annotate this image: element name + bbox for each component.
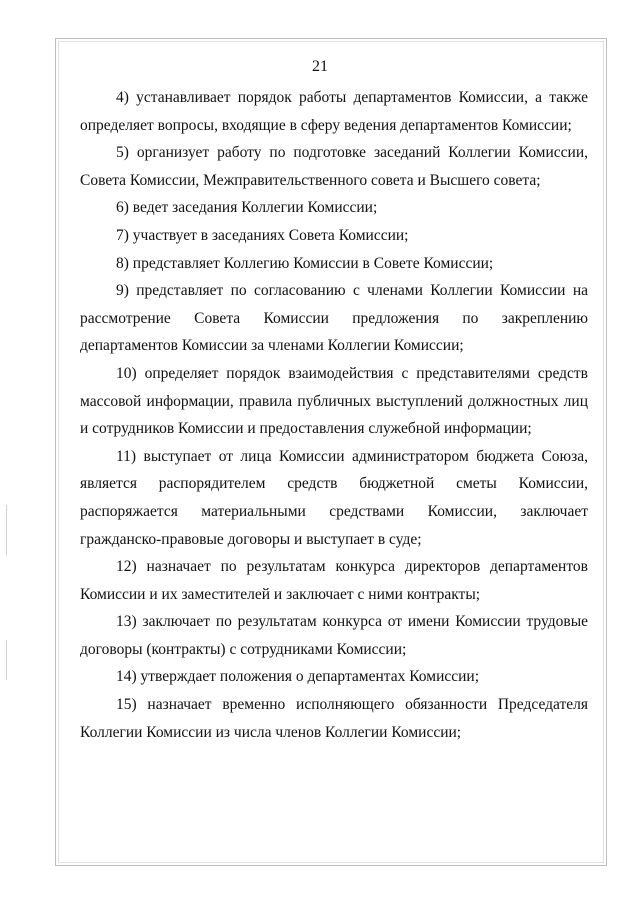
scan-margin-mark — [6, 505, 7, 555]
list-item: 15) назначает временно исполняющего обязанности Председателя Коллегии Комиссии из числа членов Коллегии Комиссии; — [80, 696, 588, 741]
list-item: 5) организует работу по подготовке заседаний Коллегии Комиссии, Совета Комиссии, Межправительственного совета и Высшего совета; — [80, 144, 588, 189]
list-item: 6) ведет заседания Коллегии Комиссии; — [116, 199, 378, 217]
list-item: 12) назначает по результатам конкурса директоров департаментов Комиссии и их заместителей и заключает с ними контракты; — [80, 558, 588, 603]
page-number: 21 — [312, 58, 328, 75]
list-item: 8) представляет Коллегию Комиссии в Совете Комиссии; — [116, 254, 494, 272]
document-body — [80, 84, 588, 746]
list-item: 14) утверждает положения о департаментах Комиссии; — [116, 668, 480, 686]
list-item: 7) участвует в заседаниях Совета Комиссии; — [116, 226, 409, 244]
scan-margin-mark — [6, 640, 7, 680]
list-item: 10) определяет порядок взаимодействия с представителями средств массовой информации, правила публичных выступлений должностных лиц и сотрудников Комиссии и предоставления служебной информации; — [80, 364, 588, 438]
list-item: 11) выступает от лица Комиссии администратором бюджета Союза, является распорядителем средств бюджетной сметы Комиссии, распоряжается материальными средствами Комиссии, заключает гражданско-правовые договоры и выступает в суде; — [80, 447, 588, 548]
list-item: 9) представляет по согласованию с членами Коллегии Комиссии на рассмотрение Совета Комиссии предложения по закреплению департаментов Комиссии за членами Коллегии Комиссии; — [80, 282, 588, 355]
list-item: 4) устанавливает порядок работы департаментов Комиссии, а также определяет вопросы, входящие в сферу ведения департаментов Комиссии; — [80, 89, 588, 134]
list-item: 13) заключает по результатам конкурса от имени Комиссии трудовые договоры (контракты) с сотрудниками Комиссии; — [80, 613, 588, 658]
